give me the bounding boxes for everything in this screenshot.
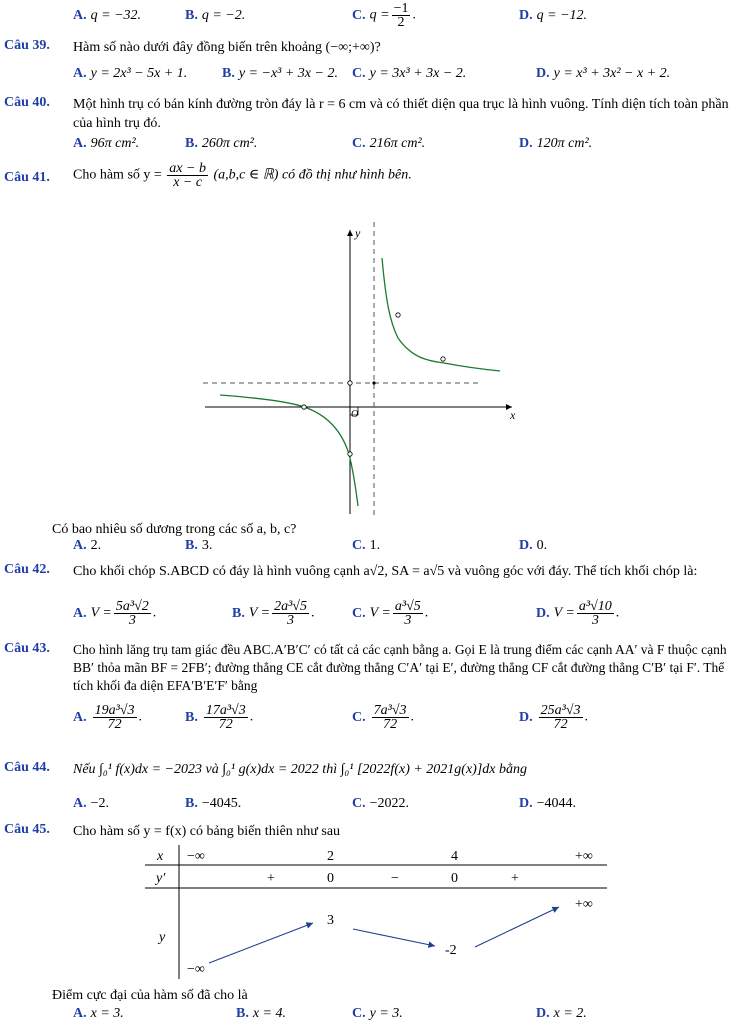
q43-option-c[interactable]: C. $\frac{\text{7a³√3}}{72}$ . <box>352 703 415 732</box>
q42-text: Cho khối chóp S.ABCD có đáy là hình vuông cạnh a√2, SA = a√5 và vuông góc với đáy. Thể tích khối chóp là: <box>73 564 698 579</box>
q43-options <box>0 704 750 738</box>
q44-number: Câu 44. <box>4 760 50 775</box>
q39-option-c[interactable]: C. y = 3x³ + 3x − 2. <box>352 66 467 81</box>
x-axis-label: x <box>510 408 516 422</box>
q43-option-a[interactable]: A. $\frac{\text{19a³√3}}{72}$ . <box>73 703 143 732</box>
q40-option-a[interactable]: A. 96π cm². <box>73 136 140 151</box>
q45-text: Cho hàm số y = f(x) có bảng biến thiên như sau <box>73 824 341 839</box>
yprime-sign: − <box>391 871 399 886</box>
yprime-sign: + <box>267 871 275 886</box>
q44-option-a[interactable]: A. −2. <box>73 796 110 811</box>
yprime-sign: + <box>511 871 519 886</box>
x-value: −∞ <box>187 849 205 864</box>
variation-table <box>145 843 615 981</box>
decrease-arrow <box>353 929 435 946</box>
q40-option-c[interactable]: C. 216π cm². <box>352 136 426 151</box>
q41-option-c[interactable]: C. 1. <box>352 538 381 553</box>
q45-options <box>0 1006 750 1028</box>
q39-options <box>0 66 750 88</box>
q40-text: Một hình trụ có bán kính đường tròn đáy là r = 6 cm và có thiết diện qua trục là hình vuông. Tính diện tích toàn phần của hình trụ đó. <box>73 97 729 131</box>
yprime-zero: 0 <box>451 871 458 886</box>
table-x-label: x <box>157 849 164 864</box>
q44-option-b[interactable]: B. −4045. <box>185 796 242 811</box>
x-value: 4 <box>451 849 458 864</box>
q42-option-c[interactable]: C. V = $\frac{\text{a³√5}}{3}$ . <box>352 599 429 628</box>
q43-number: Câu 43. <box>4 641 50 656</box>
q39-option-d[interactable]: D. y = x³ + 3x² − x + 2. <box>536 66 671 81</box>
q41-option-b[interactable]: B. 3. <box>185 538 213 553</box>
q41-graph <box>200 222 520 522</box>
q44-option-d[interactable]: D. −4044. <box>519 796 577 811</box>
x-intercept-point <box>302 405 306 409</box>
yprime-zero: 0 <box>327 871 334 886</box>
q42-option-a[interactable]: A. V = $\frac{\text{5a³√2}}{3}$ . <box>73 599 157 628</box>
q45-option-a[interactable]: A. x = 3. <box>73 1006 124 1021</box>
y-value: −∞ <box>187 962 205 977</box>
q45-option-d[interactable]: D. x = 2. <box>536 1006 587 1021</box>
q41-option-d[interactable]: D. 0. <box>519 538 548 553</box>
q40-option-b[interactable]: B. 260π cm². <box>185 136 258 151</box>
q44-options <box>0 796 750 818</box>
y-value: 3 <box>327 913 334 928</box>
q38-option-d[interactable]: D. q = −12. <box>519 8 588 23</box>
q40-options <box>0 136 750 158</box>
x-value: +∞ <box>575 849 593 864</box>
q38-option-a[interactable]: A. q = −32. <box>73 8 142 23</box>
q39-text: Hàm số nào dưới đây đồng biến trên khoảng (−∞;+∞)? <box>73 40 381 55</box>
q42-number: Câu 42. <box>4 562 50 577</box>
point-on-curve <box>441 357 445 361</box>
q39-option-a[interactable]: A. y = 2x³ − 5x + 1. <box>73 66 188 81</box>
y-value: -2 <box>445 943 457 958</box>
q43-option-d[interactable]: D. $\frac{\text{25a³√3}}{72}$ . <box>519 703 589 732</box>
table-yprime-label: y′ <box>156 871 166 886</box>
q44-option-c[interactable]: C. −2022. <box>352 796 410 811</box>
q38-option-b[interactable]: B. q = −2. <box>185 8 246 23</box>
origin-label: O <box>351 409 359 420</box>
q41-option-a[interactable]: A. 2. <box>73 538 102 553</box>
q42-option-d[interactable]: D. V = $\frac{\text{a³√10}}{3}$ . <box>536 599 620 628</box>
asymptote-axis-point <box>348 381 352 385</box>
q42-options <box>0 600 750 634</box>
asymptote-intersection-point <box>372 381 375 384</box>
q45-option-b[interactable]: B. x = 4. <box>236 1006 287 1021</box>
q40-option-d[interactable]: D. 120π cm². <box>519 136 593 151</box>
point-on-curve <box>396 313 400 317</box>
y-axis-label: y <box>355 226 361 240</box>
q45-number: Câu 45. <box>4 822 50 837</box>
curve-left-branch <box>220 395 358 506</box>
y-intercept-point <box>348 452 352 456</box>
q40-number: Câu 40. <box>4 95 50 110</box>
q44-text: Nếu ∫₀¹ f(x)dx = −2023 và ∫₀¹ g(x)dx = 2022 thì ∫₀¹ [2022f(x) + 2021g(x)]dx bằng <box>73 762 528 777</box>
q43-option-b[interactable]: B. $\frac{\text{17a³√3}}{72}$ . <box>185 703 254 732</box>
increase-arrow <box>475 907 559 947</box>
y-value: +∞ <box>575 897 593 912</box>
q39-number: Câu 39. <box>4 38 50 53</box>
q45-option-c[interactable]: C. y = 3. <box>352 1006 403 1021</box>
q38-options <box>0 1 750 30</box>
q39-option-b[interactable]: B. y = −x³ + 3x − 2. <box>222 66 338 81</box>
q42-option-b[interactable]: B. V = $\frac{\text{2a³√5}}{3}$ . <box>232 599 315 628</box>
table-y-label: y <box>159 930 166 945</box>
q43-text: Cho hình lăng trụ tam giác đều ABC.A′B′C′ có tất cả các cạnh bằng a. Gọi E là trung điểm các cạnh AA′ và F thuộc cạnh BB′ thỏa mãn BF = 2FB′; đường thẳng CE cắt đường thẳng C′A′ tại E′, đường thẳng CF cắt đường thẳng C′B′ tại F′. Thể tích khối đa diện EFA′B′E′F′ bằng <box>73 642 727 693</box>
q41-number: Câu 41. <box>4 170 50 185</box>
q41-options <box>0 538 750 560</box>
q38-option-c[interactable]: C. q = $\frac{-1}{2}$ . <box>352 1 416 30</box>
x-value: 2 <box>327 849 334 864</box>
increase-arrow <box>209 923 313 963</box>
q41-text: Cho hàm số y = $\frac{ax - b}{x - c}$ (a,b,c ∈ ℝ) có đồ thị như hình bên. <box>73 161 412 190</box>
